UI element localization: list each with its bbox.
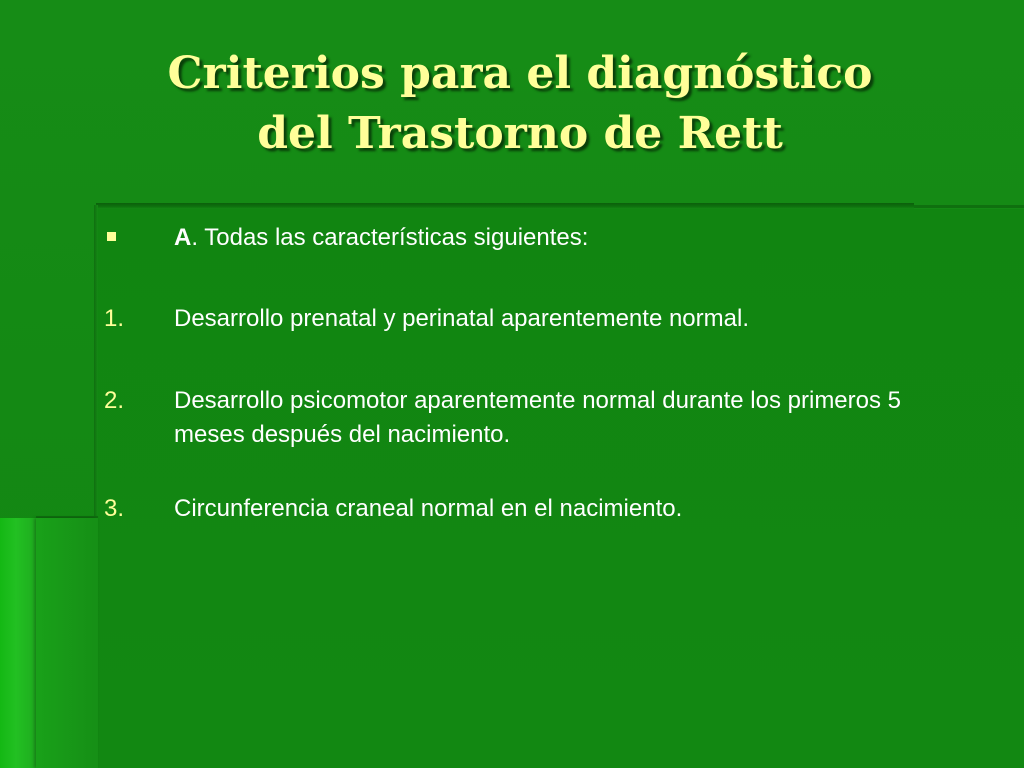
- top-divider-extension: [914, 205, 1024, 208]
- title-line-2: del Trastorno de Rett: [257, 108, 783, 159]
- list-item-text: Desarrollo prenatal y perinatal aparentemente normal.: [174, 305, 749, 332]
- left-accent-band: [36, 518, 98, 768]
- intro-text: [174, 221, 954, 255]
- slide-title: [40, 44, 1000, 164]
- list-number: 3.: [104, 495, 125, 522]
- content-panel: [98, 209, 1024, 768]
- square-bullet-icon: [107, 232, 116, 241]
- intro-label: . Todas las características siguientes:: [191, 224, 589, 251]
- top-divider: [96, 203, 914, 209]
- intro-letter: A: [174, 224, 192, 251]
- list-number: 1.: [104, 305, 125, 332]
- list-item-text: Desarrollo psicomotor aparentemente normal durante los primeros 5 meses después del nacimiento.: [174, 387, 902, 448]
- list-number: 2.: [104, 387, 125, 414]
- list-item-text: Circunferencia craneal normal en el nacimiento.: [174, 495, 683, 522]
- title-line-1: Criterios para el diagnóstico: [167, 48, 873, 99]
- left-accent-strip: [0, 518, 40, 768]
